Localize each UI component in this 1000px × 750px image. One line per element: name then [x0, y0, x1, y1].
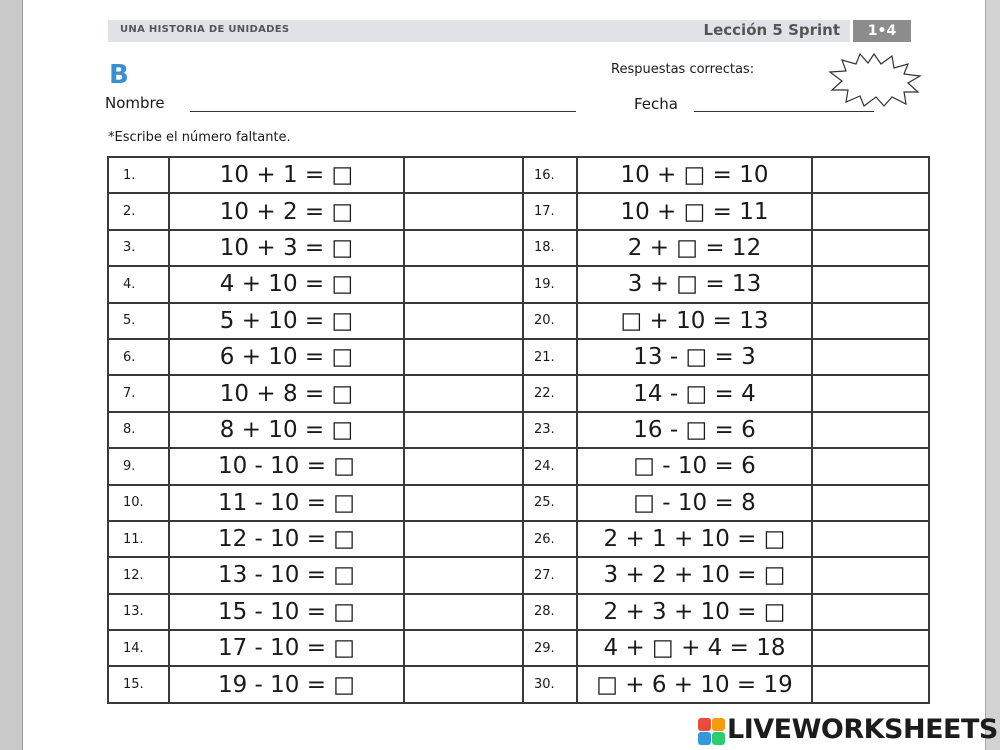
answer-box[interactable] [812, 303, 929, 339]
problem-equation: 6 + 10 = □ [169, 339, 404, 375]
problem-number: 8. [108, 412, 169, 448]
problem-equation: 10 + 3 = □ [169, 230, 404, 266]
problem-number: 7. [108, 375, 169, 411]
problem-number: 2. [108, 193, 169, 229]
answer-box[interactable] [812, 157, 929, 193]
problem-number: 22. [523, 375, 577, 411]
problem-number: 3. [108, 230, 169, 266]
problem-equation: 13 - 10 = □ [169, 557, 404, 593]
table-row [108, 230, 929, 266]
problem-equation: □ - 10 = 6 [577, 448, 812, 484]
correct-answers-label: Respuestas correctas: [611, 62, 755, 77]
answer-box[interactable] [812, 448, 929, 484]
instruction-text: *Escribe el número faltante. [108, 130, 291, 145]
table-row [108, 339, 929, 375]
answer-box[interactable] [812, 339, 929, 375]
problem-number: 13. [108, 594, 169, 630]
problem-equation: 10 + 1 = □ [169, 157, 404, 193]
table-row [108, 485, 929, 521]
problem-equation: 19 - 10 = □ [169, 666, 404, 702]
problem-equation: 10 - 10 = □ [169, 448, 404, 484]
problem-equation: 14 - □ = 4 [577, 375, 812, 411]
problem-equation: 5 + 10 = □ [169, 303, 404, 339]
table-row [108, 666, 929, 702]
problem-number: 29. [523, 630, 577, 666]
series-title: UNA HISTORIA DE UNIDADES [120, 24, 290, 35]
answer-box[interactable] [812, 193, 929, 229]
problem-number: 28. [523, 594, 577, 630]
problem-equation: 11 - 10 = □ [169, 485, 404, 521]
answer-box[interactable] [404, 557, 523, 593]
table-row [108, 412, 929, 448]
problem-equation: 2 + □ = 12 [577, 230, 812, 266]
date-label: Fecha [634, 95, 678, 113]
problem-number: 5. [108, 303, 169, 339]
problem-number: 26. [523, 521, 577, 557]
viewer-left-margin [0, 0, 22, 750]
name-field[interactable] [190, 111, 576, 112]
problem-equation: 4 + □ + 4 = 18 [577, 630, 812, 666]
liveworksheets-logo-icon [697, 716, 727, 746]
answer-box[interactable] [812, 266, 929, 302]
problem-equation: 12 - 10 = □ [169, 521, 404, 557]
problem-number: 12. [108, 557, 169, 593]
problem-equation: □ + 10 = 13 [577, 303, 812, 339]
table-row [108, 448, 929, 484]
problem-equation: 4 + 10 = □ [169, 266, 404, 302]
problem-number: 11. [108, 521, 169, 557]
problem-number: 18. [523, 230, 577, 266]
starburst-score-box[interactable] [826, 52, 922, 108]
answer-box[interactable] [404, 448, 523, 484]
problem-number: 25. [523, 485, 577, 521]
answer-box[interactable] [404, 666, 523, 702]
problem-number: 20. [523, 303, 577, 339]
problem-number: 1. [108, 157, 169, 193]
answer-box[interactable] [812, 594, 929, 630]
problem-number: 9. [108, 448, 169, 484]
problem-equation: 2 + 1 + 10 = □ [577, 521, 812, 557]
problem-equation: 10 + □ = 10 [577, 157, 812, 193]
answer-box[interactable] [404, 485, 523, 521]
problem-equation: 15 - 10 = □ [169, 594, 404, 630]
watermark-text: LIVEWORKSHEETS [727, 714, 998, 745]
viewer-right-margin [986, 0, 1000, 750]
problem-number: 10. [108, 485, 169, 521]
problem-number: 24. [523, 448, 577, 484]
problem-number: 6. [108, 339, 169, 375]
name-label: Nombre [105, 94, 165, 112]
problem-equation: 3 + □ = 13 [577, 266, 812, 302]
answer-box[interactable] [812, 557, 929, 593]
problem-number: 4. [108, 266, 169, 302]
table-row [108, 303, 929, 339]
answer-box[interactable] [404, 594, 523, 630]
lesson-title: Lección 5 Sprint [703, 21, 840, 39]
answer-box[interactable] [812, 521, 929, 557]
problem-number: 21. [523, 339, 577, 375]
problem-number: 16. [523, 157, 577, 193]
table-row [108, 594, 929, 630]
problem-equation: 10 + □ = 11 [577, 193, 812, 229]
problem-number: 19. [523, 266, 577, 302]
viewer-right-edge [985, 0, 986, 750]
sprint-table [107, 156, 930, 704]
answer-box[interactable] [812, 230, 929, 266]
table-row [108, 157, 929, 193]
problem-equation: 10 + 2 = □ [169, 193, 404, 229]
answer-box[interactable] [812, 375, 929, 411]
problem-equation: 3 + 2 + 10 = □ [577, 557, 812, 593]
problem-number: 14. [108, 630, 169, 666]
answer-box[interactable] [812, 412, 929, 448]
problem-equation: □ - 10 = 8 [577, 485, 812, 521]
version-letter: B [109, 60, 129, 90]
viewer-left-edge [22, 0, 23, 750]
table-row [108, 193, 929, 229]
answer-box[interactable] [404, 339, 523, 375]
problem-equation: 17 - 10 = □ [169, 630, 404, 666]
problem-equation: 8 + 10 = □ [169, 412, 404, 448]
problem-equation: 2 + 3 + 10 = □ [577, 594, 812, 630]
answer-box[interactable] [404, 266, 523, 302]
answer-box[interactable] [404, 375, 523, 411]
lesson-badge: 1•4 [853, 20, 911, 42]
table-row [108, 557, 929, 593]
answer-box[interactable] [404, 521, 523, 557]
table-row [108, 630, 929, 666]
problem-number: 17. [523, 193, 577, 229]
answer-box[interactable] [404, 230, 523, 266]
problem-equation: 16 - □ = 6 [577, 412, 812, 448]
problem-number: 23. [523, 412, 577, 448]
problem-number: 15. [108, 666, 169, 702]
problem-equation: 10 + 8 = □ [169, 375, 404, 411]
problem-equation: □ + 6 + 10 = 19 [577, 666, 812, 702]
answer-box[interactable] [404, 157, 523, 193]
answer-box[interactable] [404, 193, 523, 229]
answer-box[interactable] [812, 630, 929, 666]
answer-box[interactable] [404, 303, 523, 339]
answer-box[interactable] [404, 412, 523, 448]
problem-number: 27. [523, 557, 577, 593]
header-bar [108, 20, 850, 42]
answer-box[interactable] [812, 666, 929, 702]
problem-number: 30. [523, 666, 577, 702]
date-field[interactable] [694, 111, 874, 112]
table-row [108, 266, 929, 302]
problem-equation: 13 - □ = 3 [577, 339, 812, 375]
table-row [108, 521, 929, 557]
answer-box[interactable] [812, 485, 929, 521]
table-row [108, 375, 929, 411]
answer-box[interactable] [404, 630, 523, 666]
